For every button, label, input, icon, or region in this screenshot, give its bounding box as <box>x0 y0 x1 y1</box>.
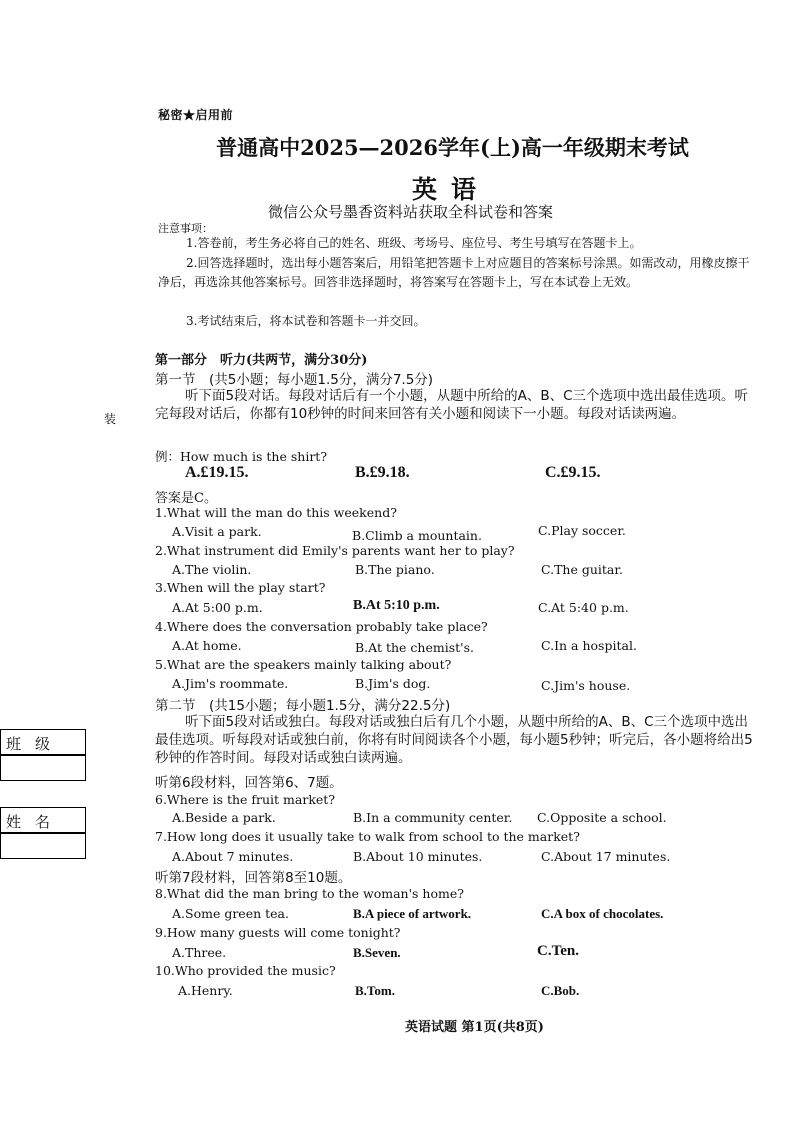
q7-option-a: A.About 7 minutes. <box>172 849 294 864</box>
part1-heading: 第一部分 听力(共两节，满分30分) <box>155 353 368 368</box>
q10-option-a: A.Henry. <box>178 983 233 998</box>
q4-option-c: C.In a hospital. <box>541 638 637 653</box>
example-option-a: A.£19.15. <box>185 464 249 481</box>
q8-option-c: C.A box of chocolates. <box>541 906 664 921</box>
section2-heading: 第二节 (共15小题；每小题1.5分，满分22.5分) <box>155 698 451 714</box>
q10-option-c: C.Bob. <box>541 983 580 998</box>
section1-instructions: 听下面5段对话。每段对话后有一个小题，从题中所给的A、B、C三个选项中选出最佳选项。听完每段对话后，你都有10秒钟的时间来回答有关小题和阅读下一小题。每段对话读两遍。 <box>155 388 749 422</box>
confidential-label: 秘密★启用前 <box>158 108 234 122</box>
example-answer: 答案是C。 <box>155 491 217 506</box>
question-7: 7.How long does it usually take to walk from school to the market? <box>155 829 580 844</box>
section1-heading: 第一节 (共5小题；每小题1.5分，满分7.5分) <box>155 372 434 388</box>
q1-option-a: A.Visit a park. <box>172 524 262 539</box>
exam-title-text: 普通高中2025—2026学年(上)高一年级期末考试 <box>216 135 689 160</box>
q2-option-c: C.The guitar. <box>541 562 623 577</box>
q2-option-b: B.The piano. <box>355 562 435 577</box>
binding-mark: 装 <box>104 412 117 426</box>
page-footer <box>0 1016 793 1035</box>
question-1: 1.What will the man do this weekend? <box>155 505 397 520</box>
example-option-c: C.£9.15. <box>545 464 601 481</box>
q3-option-c: C.At 5:40 p.m. <box>538 600 629 615</box>
q3-option-b: B.At 5:10 p.m. <box>353 598 440 613</box>
question-5: 5.What are the speakers mainly talking about? <box>155 657 452 672</box>
question-3: 3.When will the play start? <box>155 580 326 595</box>
notes-heading: 注意事项： <box>158 222 213 235</box>
name-label-box <box>0 807 86 833</box>
q5-option-b: B.Jim's dog. <box>355 676 431 691</box>
q9-option-b: B.Seven. <box>353 945 401 960</box>
q8-option-a: A.Some green tea. <box>172 906 289 921</box>
q5-option-a: A.Jim's roommate. <box>172 676 289 691</box>
q10-option-b: B.Tom. <box>355 983 395 998</box>
q6-option-b: B.In a community center. <box>353 810 513 825</box>
q1-option-b: B.Climb a mountain. <box>352 528 482 543</box>
class-label-box <box>0 729 86 755</box>
question-2: 2.What instrument did Emily's parents want her to play? <box>155 543 515 558</box>
class-label: 班级 <box>6 735 65 753</box>
subject-title: 英语 <box>412 175 491 204</box>
note-item: 1.答卷前，考生务必将自己的姓名、班级、考场号、座位号、考生号填写在答题卡上。 <box>186 236 642 250</box>
q7-option-b: B.About 10 minutes. <box>353 849 483 864</box>
question-9: 9.How many guests will come tonight? <box>155 925 401 940</box>
material-6-7: 听第6段材料，回答第6、7题。 <box>155 775 343 791</box>
q5-option-c: C.Jim's house. <box>541 678 631 693</box>
question-8: 8.What did the man bring to the woman's home? <box>155 886 464 901</box>
name-label: 姓名 <box>6 813 65 831</box>
q6-option-c: C.Opposite a school. <box>537 810 667 825</box>
example-question: 例：How much is the shirt? <box>155 449 328 464</box>
q1-option-c: C.Play soccer. <box>538 523 626 538</box>
q6-option-a: A.Beside a park. <box>172 810 276 825</box>
class-input-box[interactable] <box>0 755 86 781</box>
q4-option-b: B.At the chemist's. <box>355 640 474 655</box>
wechat-notice: 微信公众号墨香资料站获取全科试卷和答案 <box>268 203 554 221</box>
exam-title <box>0 132 793 162</box>
q9-option-a: A.Three. <box>172 945 227 960</box>
q4-option-a: A.At home. <box>172 638 242 653</box>
question-6: 6.Where is the fruit market? <box>155 792 336 807</box>
question-10: 10.Who provided the music? <box>155 963 336 978</box>
q8-option-b: B.A piece of artwork. <box>353 906 472 921</box>
name-input-box[interactable] <box>0 833 86 859</box>
q3-option-a: A.At 5:00 p.m. <box>172 600 263 615</box>
section2-instructions: 听下面5段对话或独白。每段对话或独白后有几个小题，从题中所给的A、B、C三个选项中选出最佳选项。听每段对话或独白前，你将有时间阅读各个小题，每小题5秒钟；听完后，各小题将给出5秒钟的作答时间。每段对话或独白读两遍。 <box>155 714 753 766</box>
q9-option-c: C.Ten. <box>537 943 579 959</box>
note-item: 3.考试结束后，将本试卷和答题卡一并交回。 <box>186 314 426 328</box>
example-option-b: B.£9.18. <box>355 464 410 481</box>
q7-option-c: C.About 17 minutes. <box>541 849 671 864</box>
material-8-10: 听第7段材料，回答第8至10题。 <box>155 870 352 886</box>
note-item: 2.回答选择题时，选出每小题答案后，用铅笔把答题卡上对应题目的答案标号涂黑。如需改动，用橡皮擦干净后，再选涂其他答案标号。回答非选择题时，将答案写在答题卡上，写在本试卷上无效。 <box>158 256 750 289</box>
page-footer-text: 英语试题 第1页(共8页) <box>405 1020 544 1035</box>
question-4: 4.Where does the conversation probably take place? <box>155 619 488 634</box>
q2-option-a: A.The violin. <box>172 562 252 577</box>
